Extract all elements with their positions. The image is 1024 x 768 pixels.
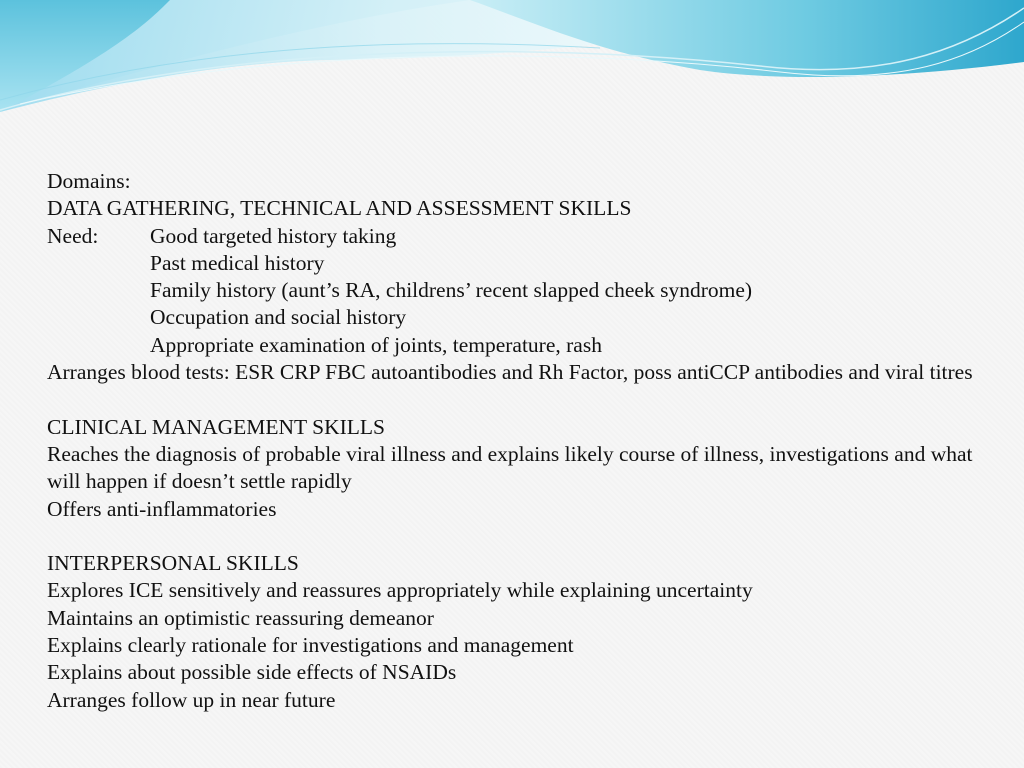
section-spacer xyxy=(47,386,997,413)
need-item: Family history (aunt’s RA, childrens’ recent slapped cheek syndrome) xyxy=(150,278,753,303)
interpersonal-line: Explores ICE sensitively and reassures appropriately while explaining uncertainty xyxy=(47,578,753,603)
need-item: Occupation and social history xyxy=(150,305,407,330)
domains-label: Domains: xyxy=(47,169,131,193)
blood-tests-text: Arranges blood tests: ESR CRP FBC autoantibodies and Rh Factor, poss antiCCP antibodies and viral titres xyxy=(47,360,973,385)
data-gathering-heading: DATA GATHERING, TECHNICAL AND ASSESSMENT SKILLS xyxy=(47,196,632,221)
interpersonal-line: Arranges follow up in near future xyxy=(47,687,336,712)
clinical-management-heading: CLINICAL MANAGEMENT SKILLS xyxy=(47,414,386,439)
interpersonal-heading: INTERPERSONAL SKILLS xyxy=(47,551,299,576)
section-spacer xyxy=(47,523,997,550)
clinical-management-line: Offers anti-inflammatories xyxy=(47,496,277,521)
clinical-management-line: Reaches the diagnosis of probable viral illness and explains likely course of illness, investigations and what will happen if doesn’t settle rapidly xyxy=(47,441,973,494)
decorative-wave-banner xyxy=(0,0,1024,120)
interpersonal-line: Explains about possible side effects of NSAIDs xyxy=(47,660,457,685)
need-item: Appropriate examination of joints, temperature, rash xyxy=(150,332,602,357)
interpersonal-line: Maintains an optimistic reassuring demeanor xyxy=(47,605,434,630)
need-label: Need: xyxy=(47,223,99,248)
need-item: Past medical history xyxy=(150,250,325,275)
need-row xyxy=(47,223,997,250)
need-item: Good targeted history taking xyxy=(150,223,397,248)
slide-body xyxy=(47,168,997,714)
interpersonal-line: Explains clearly rationale for investigations and management xyxy=(47,633,574,658)
